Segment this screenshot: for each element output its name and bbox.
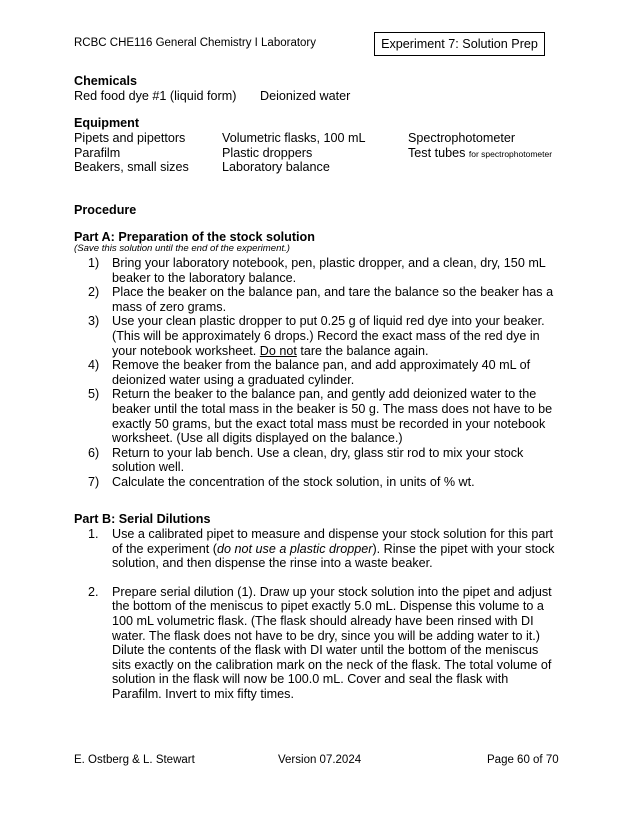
step-number: 7) [88,474,100,489]
list-item [88,475,558,490]
equipment-item: Laboratory balance [222,160,330,174]
step-text: Return to your lab bench. Use a clean, dry, glass stir rod to mix your stock solution well. [112,445,524,475]
step-number: 4) [88,358,100,373]
footer-version: Version 07.2024 [278,754,362,766]
equipment-item: Pipets and pipettors [74,131,186,145]
chemical-item: Deionized water [260,89,351,103]
step-number: 3) [88,314,100,329]
step-text: Prepare serial dilution (1). Draw up your stock solution into the pipet and adjust the bottom of the meniscus to pipet exactly 5.0 mL. Dispense this volume to a 100 mL volumetric flask. (The flask should already have been rinsed with DI water. The flask does not have to be dry, since you will be adding water to it.) Dilute the contents of the flask with DI water until the bottom of the meniscus sits exactly on the calibration mark on the neck of the flask. The total volume of solution in the flask will now be 100.0 mL. Cover and seal the flask with Parafilm. Invert to mix fifty times. [112,584,552,701]
equipment-item: Volumetric flasks, 100 mL [222,131,366,145]
course-title: RCBC CHE116 General Chemistry I Laboratory [74,37,317,49]
experiment-title-box: Experiment 7: Solution Prep [374,32,545,56]
part-b-steps [88,527,558,702]
step-text-underlined: Do not [259,343,297,358]
footer-authors: E. Ostberg & L. Stewart [74,754,195,766]
chemical-item: Red food dye #1 (liquid form) [74,89,237,103]
part-b-title: Part B: Serial Dilutions [74,512,211,526]
step-number: 1. [88,527,99,541]
equipment-item-note: for spectrophotometer [468,149,553,159]
step-text: Bring your laboratory notebook, pen, plastic dropper, and a clean, dry, 150 mL beaker to the laboratory balance. [112,256,546,285]
list-item [88,358,558,387]
equipment-item: Spectrophotometer [408,131,516,145]
footer-page-number: Page 60 of 70 [487,754,559,766]
chemicals-heading: Chemicals [74,74,137,88]
step-number: 2. [88,584,99,599]
list-item [88,446,558,475]
list-item [88,527,558,571]
list-item [88,585,558,702]
equipment-heading: Equipment [74,116,140,130]
equipment-item [408,146,552,162]
step-text: Return the beaker to the balance pan, and gently add deionized water to the beaker until the total mass in the beaker is 50 g. The mass does not have to be exactly 50 grams, but the exact total mass must be recorded in your notebook worksheet. (Use all digits displayed on the balance.) [112,387,553,446]
equipment-item: Parafilm [74,146,121,160]
part-a-title: Part A: Preparation of the stock solution [74,230,315,244]
step-number: 2) [88,285,100,300]
step-text: Calculate the concentration of the stock solution, in units of % wt. [112,474,475,489]
list-item [88,314,558,358]
step-text: Use a calibrated pipet to measure and dispense your stock solution for this part of the experiment ( [112,527,554,556]
equipment-item-main: Test tubes [408,146,466,160]
step-number: 1) [88,256,100,270]
part-a-steps [88,256,558,490]
list-item [88,387,558,445]
step-number: 6) [88,445,100,460]
step-text: Place the beaker on the balance pan, and tare the balance so the beaker has a mass of zero grams. [112,285,554,314]
part-a-note: (Save this solution until the end of the experiment.) [74,243,290,254]
step-text-italic: do not use a plastic dropper [217,541,373,556]
procedure-heading: Procedure [74,203,137,217]
list-item [88,285,558,314]
step-text: Use your clean plastic dropper to put 0.25 g of liquid red dye into your beaker. (This will be approximately 6 drops.) Record the exact mass of the red dye in your notebook worksheet. [112,314,545,358]
step-text: Remove the beaker from the balance pan, and add approximately 40 mL of deionized water using a graduated cylinder. [112,358,531,387]
list-item [88,256,558,285]
step-number: 5) [88,387,100,402]
step-text: tare the balance again. [296,343,429,358]
equipment-item: Beakers, small sizes [74,160,189,174]
equipment-item: Plastic droppers [222,146,313,160]
step-text: ). Rinse the pipet with your stock solution, and then dispense the rinse into a waste beaker. [112,541,555,571]
